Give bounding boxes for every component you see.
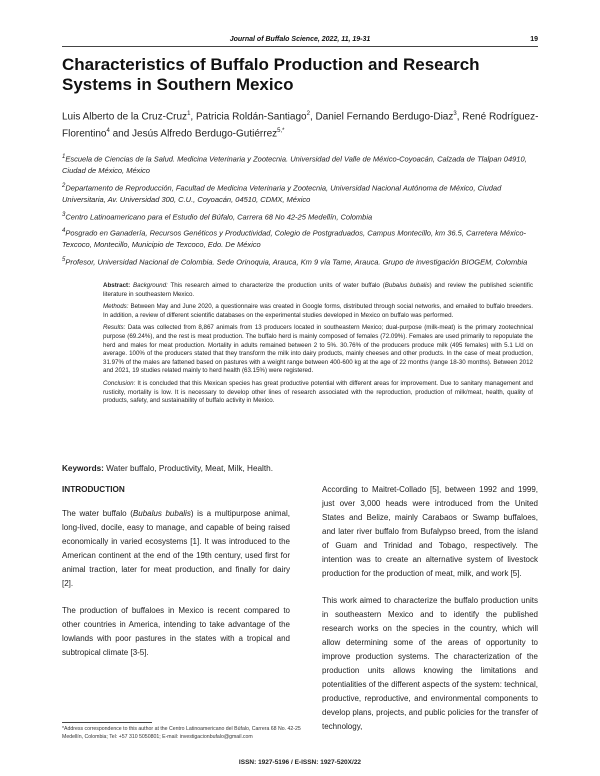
body-paragraph: According to Maitret-Collado [5], between 1992 and 1999, just over 3,000 heads were introduced from the United States and Belize, mainly Carabaos or Swamp buffaloes, and later river buffalo from Bufalypso breed, from the island of Guam and Trinidad and Tobago, respectively. The intention was to create an alternative system of livestock production for the production of meat, milk, and work [5]. <box>322 485 538 578</box>
right-column <box>322 483 538 747</box>
body-text: ) is a multipurpose animal, long-lived, docile, easy to manage, and capable of being raised economically in varied ecosystems [1]. It was introduced to the American continent at the end of the 19th century, used first for animal traction, later for meat production, and finally for dairy [2]. <box>62 509 291 588</box>
journal-line: Journal of Buffalo Science, 2022, 11, 19-31 <box>229 36 371 43</box>
author-name: , Daniel Fernando Berdugo-Diaz <box>309 111 454 123</box>
author-sup: 5,* <box>277 128 285 135</box>
abstract <box>103 282 533 410</box>
body-paragraph <box>62 507 290 591</box>
body-paragraph: This work aimed to characterize the buffalo production units in southeastern Mexico and to identify the published research works on the species in the country, which will allow determining some of the areas of opportunity to improve production systems. The characterization of the production units allows knowing the limitations and potentialities of the different aspects of the system: technical, productive, reproductive, and environmental components to develop plans, projects, and public policies for the transfer of technology, <box>322 596 538 731</box>
affiliation-sup: 5 <box>62 257 66 263</box>
left-column <box>62 483 290 673</box>
keywords <box>62 464 273 473</box>
keywords-text: Water buffalo, Productivity, Meat, Milk, Health. <box>103 464 273 473</box>
abstract-label: Methods: <box>103 303 129 311</box>
keywords-label: Keywords: <box>62 464 104 473</box>
abstract-label: Conclusion: <box>103 379 136 387</box>
abstract-label: Results: <box>103 324 126 332</box>
abstract-text: ) and review the published scientific literature in southeastern Mexico. <box>103 282 533 298</box>
species-name: Bubalus bubalis <box>132 509 191 518</box>
author-sup: 4 <box>106 128 110 135</box>
abstract-text: This research aimed to characterize the production units of water buffalo ( <box>167 282 385 289</box>
abstract-results <box>103 324 533 376</box>
abstract-text: Data was collected from 8,867 animals from 13 producers located in southeastern Mexico; dual-purpose (milk-meat) is the primary zootechnical purpose (69.24%), and the rest is meat production. The buffalo herd is mainly composed of females (72.09%). Females are used primarily to repopulate the herd and males for meat production. Mortality in adults remained between 2 to 5%. 30.76% of the producers produce milk (495 females) with 5.1 L/d on average. 100% of the producers stated that they transform the milk into dairy products, mainly cheeses and other products. In the case of meat production, 31.97% of the males are fattened based on pastures with a weight range between 400-600 kg at the age of 22 months (range 18-30 months). Between 2012 and 2021, 19 studies related mainly to herd health (63.15%) were registered. <box>103 324 533 375</box>
section-heading: INTRODUCTION <box>62 485 125 494</box>
affiliation-sup: 3 <box>62 212 66 218</box>
author-sup: 3 <box>453 111 457 117</box>
affiliation-text: Profesor, Universidad Nacional de Colombia. Sede Orinoquia, Arauca, Km 9 vía Tame, Arauca. Grupo de investigación BIOGEM, Colombia <box>65 257 528 267</box>
abstract-methods <box>103 303 533 320</box>
affiliation-text: Escuela de Ciencias de la Salud. Medicina Veterinaria y Zootecnia. Universidad del Valle de México-Coyoacán, Calzada de Tlalpan 04910, Ciudad de México, México <box>62 154 527 175</box>
header-rule <box>62 46 538 47</box>
author-name: and Jesús Alfredo Berdugo-Gutiérrez <box>109 128 278 140</box>
abstract-text: It is concluded that this Mexican species has great productive potential with different areas for improvement. Due to sanitary management and rusticity, mortality is low. It is necessary to develop other lines of research associated with the reproduction, production of milk/meat, health, quality of products, safety, and sustainability of buffalo activity in Mexico. <box>103 379 533 405</box>
body-paragraph: The production of buffaloes in Mexico is recent compared to other countries in America, intending to take advantage of the lowlands with poor pastures in the states with a tropical and subtropical climate [3-5]. <box>62 606 290 657</box>
author-sup: 2 <box>306 111 310 117</box>
affiliation <box>62 181 542 205</box>
body-text: The water buffalo ( <box>62 509 133 518</box>
issn-footer: ISSN: 1927-5196 / E-ISSN: 1927-520X/22 <box>238 759 362 766</box>
affiliation <box>62 226 542 250</box>
affiliation-sup: 1 <box>62 154 66 160</box>
affiliation <box>62 152 542 176</box>
author-name: Luis Alberto de la Cruz-Cruz <box>62 111 188 123</box>
paper-title: Characteristics of Buffalo Production and Research Systems in Southern Mexico <box>62 55 480 94</box>
abstract-background <box>103 282 533 299</box>
author-list <box>62 107 542 142</box>
page-number: 19 <box>530 36 538 43</box>
affiliation-sup: 4 <box>62 228 66 234</box>
affiliation-text: Posgrado en Ganadería, Recursos Genéticos y Productividad, Colegio de Postgraduados, Campus Montecillo, km 36.5, Carretera México-Texcoco, Montecillo, Municipio de Texcoco, Edo. De México <box>62 228 526 249</box>
abstract-conclusion <box>103 380 533 406</box>
affiliation-text: Centro Latinoamericano para el Estudio del Búfalo, Carrera 68 No 42-25 Medellín, Colombia <box>65 212 373 222</box>
abstract-heading: Abstract: <box>103 282 131 289</box>
author-name: , Patricia Roldán-Santiago <box>190 111 307 123</box>
affiliation <box>62 210 542 223</box>
abstract-label: Background: <box>133 282 168 289</box>
species-name: Bubalus bubalis <box>384 282 430 289</box>
footnote-rule <box>62 722 152 723</box>
abstract-text: Between May and June 2020, a questionnaire was created in Google forms, distributed through social networks, and emailed to buffalo breeders. In addition, a review of different scientific databases on the experimental studies developed in Mexico on buffalo was performed. <box>103 303 533 319</box>
affiliation-sup: 2 <box>62 183 66 189</box>
author-sup: 1 <box>187 111 191 117</box>
affiliation <box>62 255 542 268</box>
affiliation-text: Departamento de Reproducción, Facultad de Medicina Veterinaria y Zootecnia, Universidad Nacional Autónoma de México, Ciudad Universitaria, Av. Universidad 300, C.U., Coyoacán, 04510, CDMX, México <box>62 183 502 204</box>
correspondence-footnote: *Address correspondence to this author at the Centro Latinoamericano del Búfalo, Carrera 68 No. 42-25 Medellín, Colombia; Tel: +57 310 5050801; E-mail: investigacionbufalo@gmail.com <box>62 726 301 740</box>
author-name: , René Rodríguez-Florentino <box>62 111 539 140</box>
